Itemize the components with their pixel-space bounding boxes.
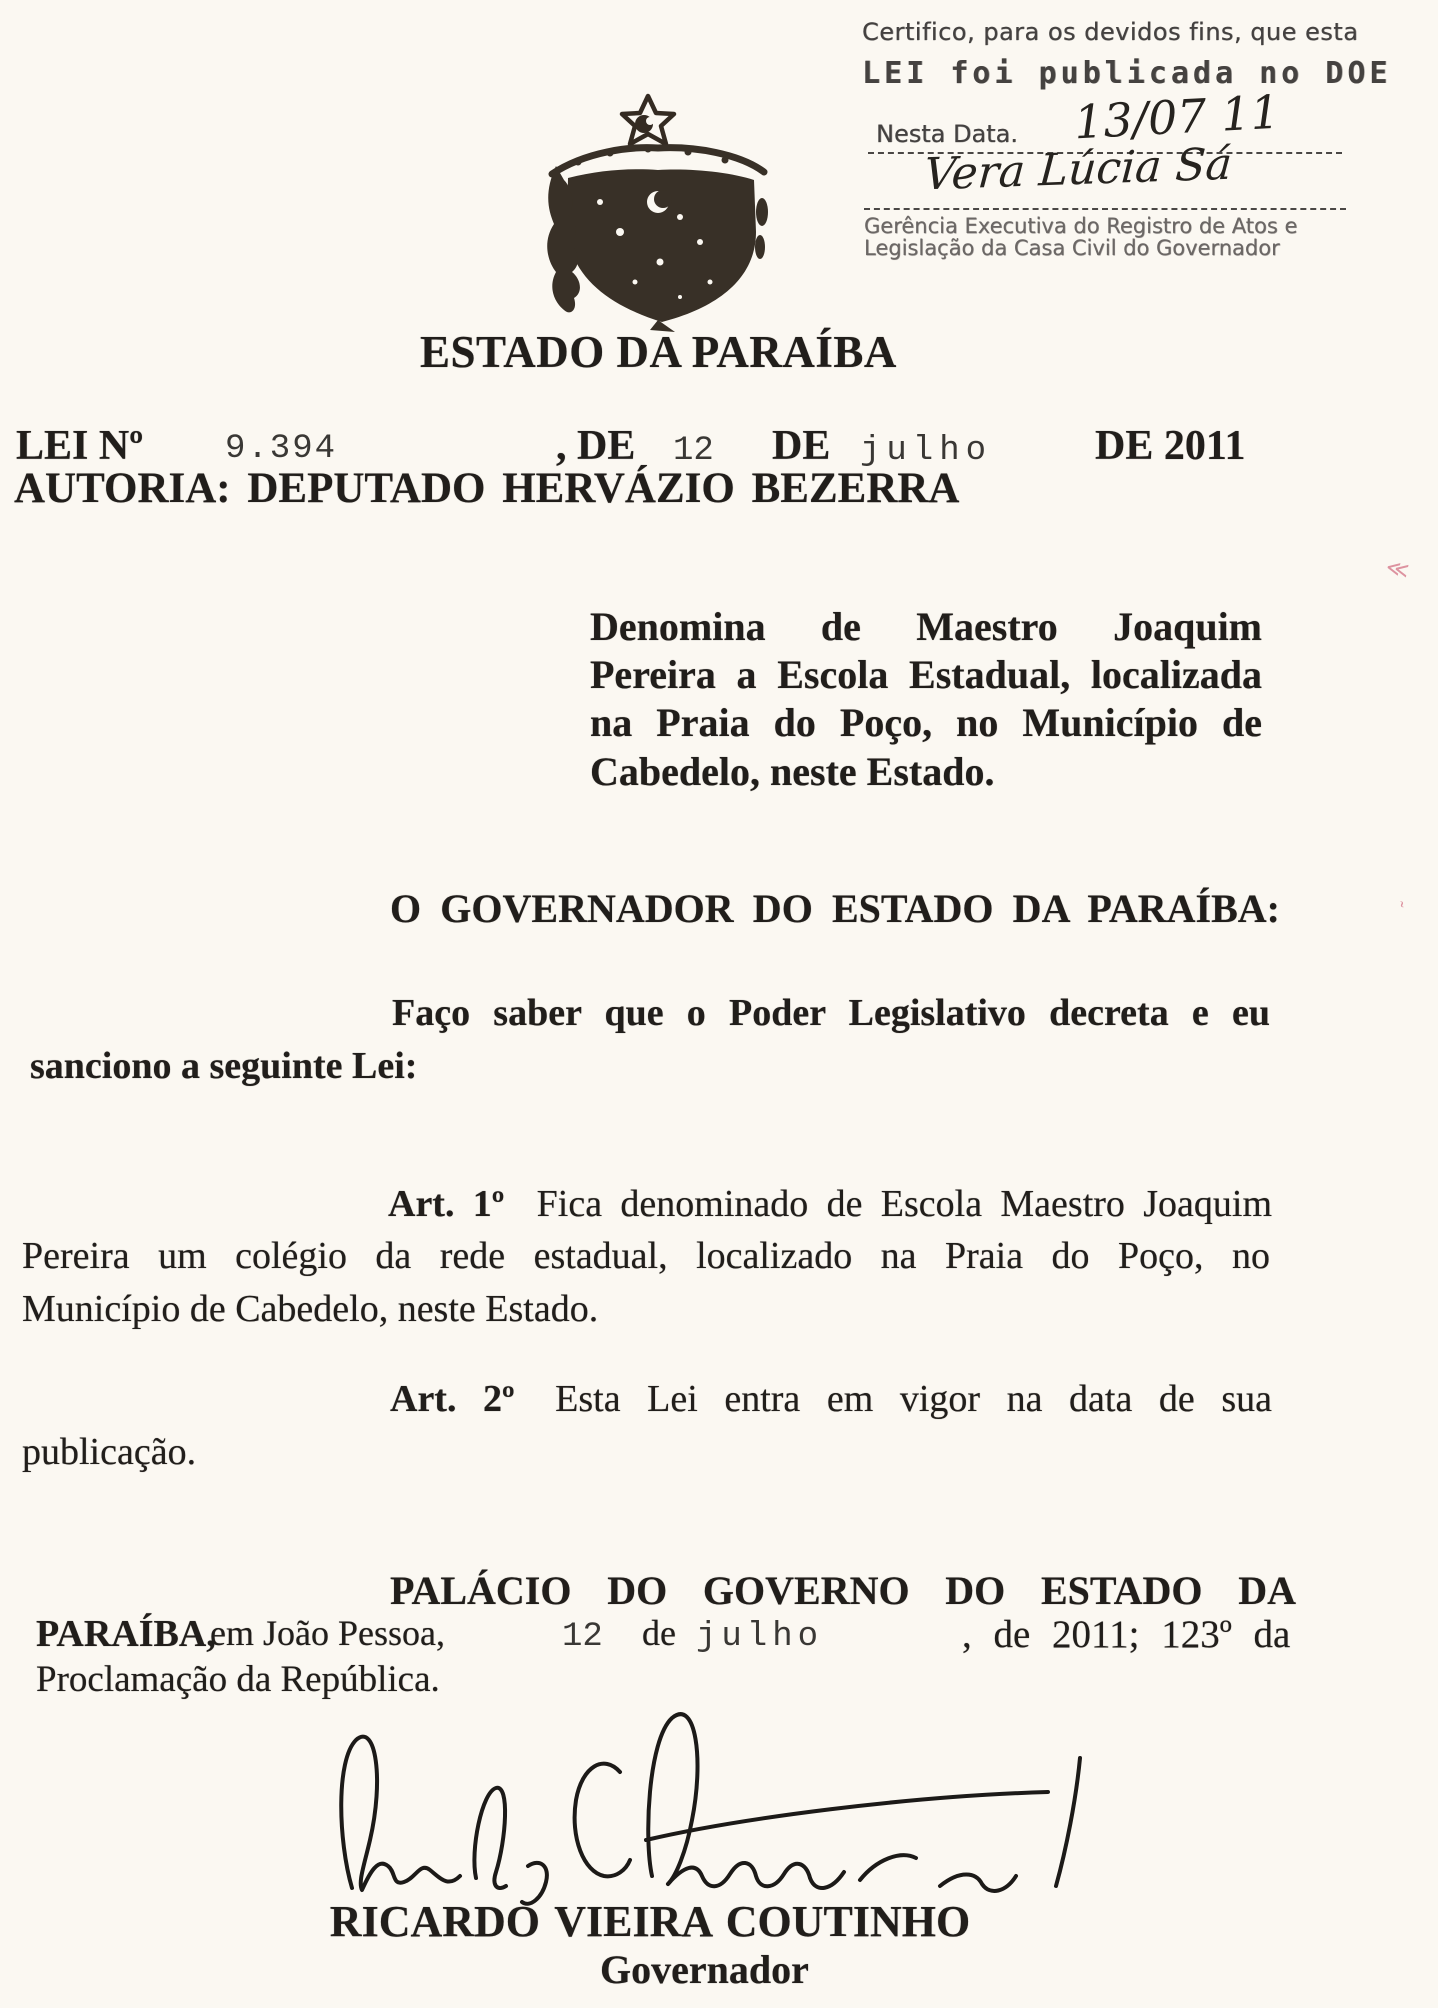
article-2-text: Esta Lei entra em vigor na data de sua xyxy=(555,1378,1272,1420)
governor-heading: O GOVERNADOR DO ESTADO DA PARAÍBA: xyxy=(390,886,1280,931)
stamp-signature-handwritten: Vera Lúcia Sá xyxy=(922,138,1234,201)
ementa-line: Cabedelo, neste Estado. xyxy=(590,749,995,794)
article-1-line2: Pereira um colégio da rede estadual, localizado na Praia do Poço, no xyxy=(22,1235,1270,1277)
governor-signature-icon xyxy=(300,1700,1120,1915)
stamp-certify-line: Certifico, para os devidos fins, que esta xyxy=(862,18,1359,46)
article-1-line3: Município de Cabedelo, neste Estado. xyxy=(22,1288,599,1330)
closing-line2 xyxy=(0,1612,1438,1660)
law-year-label: DE 2011 xyxy=(1095,423,1246,469)
closing-line3: Proclamação da República. xyxy=(36,1659,440,1700)
closing-month-value: julho xyxy=(696,1618,824,1656)
closing-paraiba: PARAÍBA, xyxy=(36,1613,216,1655)
governor-name: RICARDO VIEIRA COUTINHO xyxy=(329,1897,971,1946)
governor-role: Governador xyxy=(600,1947,809,1992)
authorship-line: AUTORIA: DEPUTADO HERVÁZIO BEZERRA xyxy=(14,465,960,512)
ementa-line: na Praia do Poço, no Município de xyxy=(590,700,1262,745)
closing-year-text: , de 2011; 123º da xyxy=(962,1613,1291,1656)
article-2-label: Art. 2º xyxy=(390,1378,515,1420)
ementa-line: Pereira a Escola Estadual, localizada xyxy=(590,652,1262,697)
law-number-value: 9.394 xyxy=(225,430,338,468)
article-1-text: Fica denominado de Escola Maestro Joaquim xyxy=(536,1183,1273,1225)
article-1-label: Art. 1º xyxy=(388,1183,505,1225)
closing-day-value: 12 xyxy=(562,1618,603,1656)
article-1-line1 xyxy=(388,1183,1272,1227)
coat-of-arms-paraiba-icon xyxy=(540,82,775,332)
law-label: LEI Nº xyxy=(16,423,144,469)
stamp-org-line1: Gerência Executiva do Registro de Atos e xyxy=(864,214,1298,238)
page-title: ESTADO DA PARAÍBA xyxy=(420,327,897,377)
stamp-lei-doe-line: LEI foi publicada no DOE xyxy=(862,56,1392,91)
article-2-line2: publicação. xyxy=(22,1431,197,1473)
stamp-signature-rule xyxy=(864,208,1346,210)
law-day-value: 12 xyxy=(673,432,714,470)
publication-stamp xyxy=(862,18,1432,260)
stamp-org-line2: Legislação da Casa Civil do Governador xyxy=(864,236,1280,260)
law-month-value: julho xyxy=(860,432,993,470)
ementa-line: Denomina de Maestro Joaquim xyxy=(590,604,1262,649)
law-sep-de2: DE xyxy=(772,423,831,469)
scan-artifact-mark: ≪ xyxy=(1383,553,1412,584)
stamp-date-label: Nesta Data. xyxy=(876,120,1018,148)
law-number-line xyxy=(0,422,1438,468)
closing-place: em João Pessoa, xyxy=(210,1613,445,1653)
article-2-line1 xyxy=(390,1378,1272,1422)
preamble-line1: Faço saber que o Poder Legislativo decreta e eu xyxy=(392,992,1270,1034)
scan-artifact-mark: ˜ xyxy=(1384,900,1408,911)
stamp-date-handwritten: 13/07 11 xyxy=(1072,84,1282,150)
closing-line1: PALÁCIO DO GOVERNO DO ESTADO DA xyxy=(390,1568,1296,1613)
closing-de: de xyxy=(642,1613,676,1653)
law-sep-de1: , DE xyxy=(556,423,636,469)
preamble-line2: sanciono a seguinte Lei: xyxy=(30,1045,418,1087)
